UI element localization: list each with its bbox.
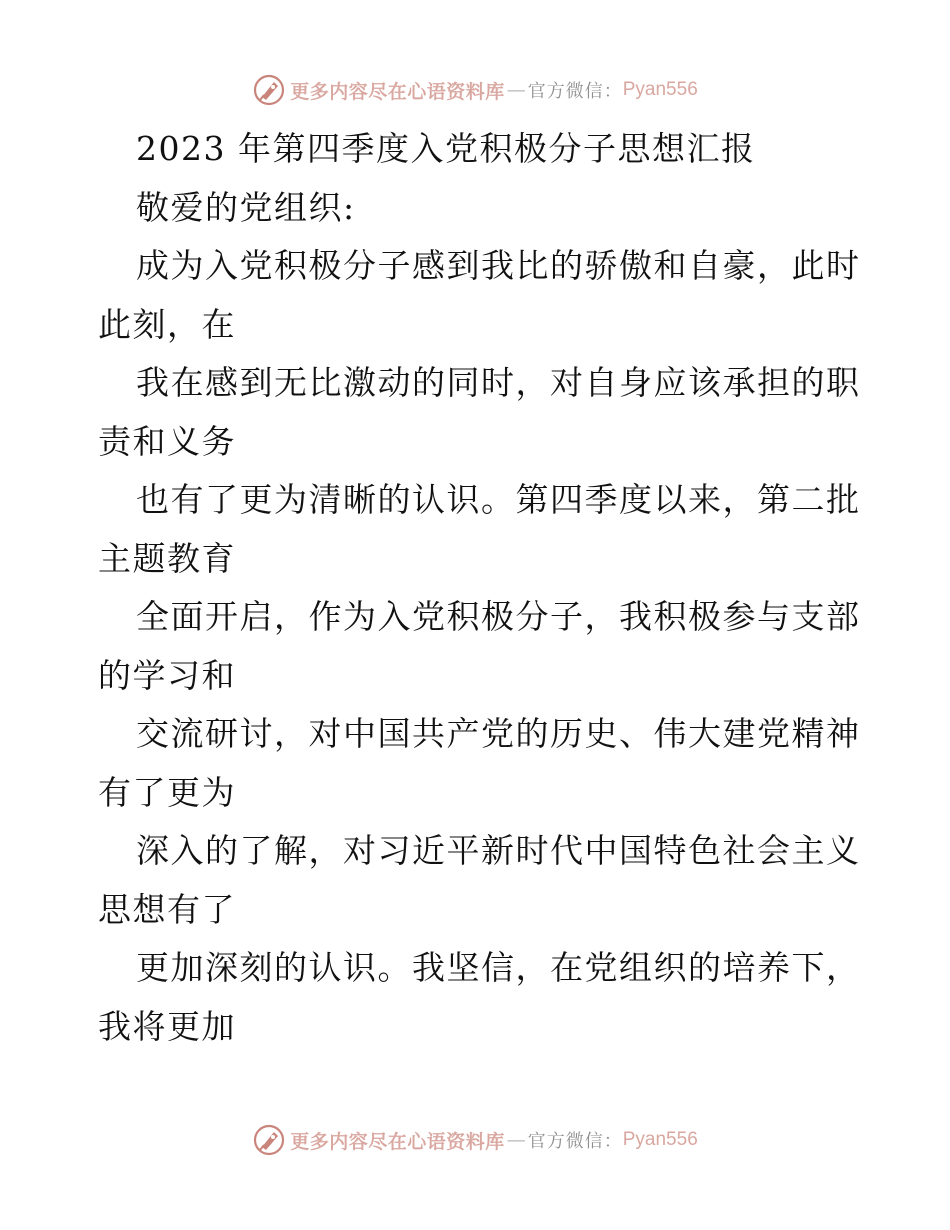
document-title: 2023 年第四季度入党积极分子思想汇报 (136, 129, 756, 168)
banner-separator: — (506, 1129, 526, 1151)
wechat-id: Pyan556 (622, 79, 698, 100)
paragraph-line: 主题教育 (98, 538, 236, 578)
paragraph-line: 的学习和 (98, 655, 236, 695)
wechat-label: 官方微信： (527, 1131, 623, 1152)
paragraph-line: 交流研讨，对中国共产党的历史、伟大建党精神 (136, 714, 861, 753)
document-body (98, 120, 861, 1056)
fountain-pen-logo-icon (252, 73, 286, 107)
paragraph-line: 我在感到无比激动的同时，对自身应该承担的职 (136, 363, 861, 402)
banner-text: 更多内容尽在心语资料库 (290, 1130, 505, 1153)
paragraph-line: 责和义务 (98, 421, 236, 461)
paragraph-line: 此刻，在 (98, 304, 236, 344)
paragraph-line: 更加深刻的认识。我坚信，在党组织的培养下， (136, 948, 861, 987)
footer-banner (0, 1120, 950, 1160)
header-banner (0, 70, 950, 110)
paragraph-line: 深入的了解，对习近平新时代中国特色社会主义 (136, 831, 861, 870)
wechat-label: 官方微信： (527, 81, 623, 102)
paragraph-line: 我将更加 (98, 1006, 236, 1046)
banner-text: 更多内容尽在心语资料库 (290, 80, 505, 103)
paragraph-line: 有了更为 (98, 772, 236, 812)
banner-separator: — (506, 79, 526, 101)
wechat-id: Pyan556 (622, 1129, 698, 1150)
fountain-pen-logo-icon (252, 1123, 286, 1157)
paragraph-line: 成为入党积极分子感到我比的骄傲和自豪，此时 (136, 246, 861, 285)
salutation: 敬爱的党组织: (136, 187, 356, 227)
paragraph-line: 全面开启，作为入党积极分子，我积极参与支部 (136, 597, 861, 636)
paragraph-line: 也有了更为清晰的认识。第四季度以来，第二批 (136, 480, 861, 519)
paragraph-line: 思想有了 (98, 889, 236, 929)
body-text (98, 237, 861, 1056)
